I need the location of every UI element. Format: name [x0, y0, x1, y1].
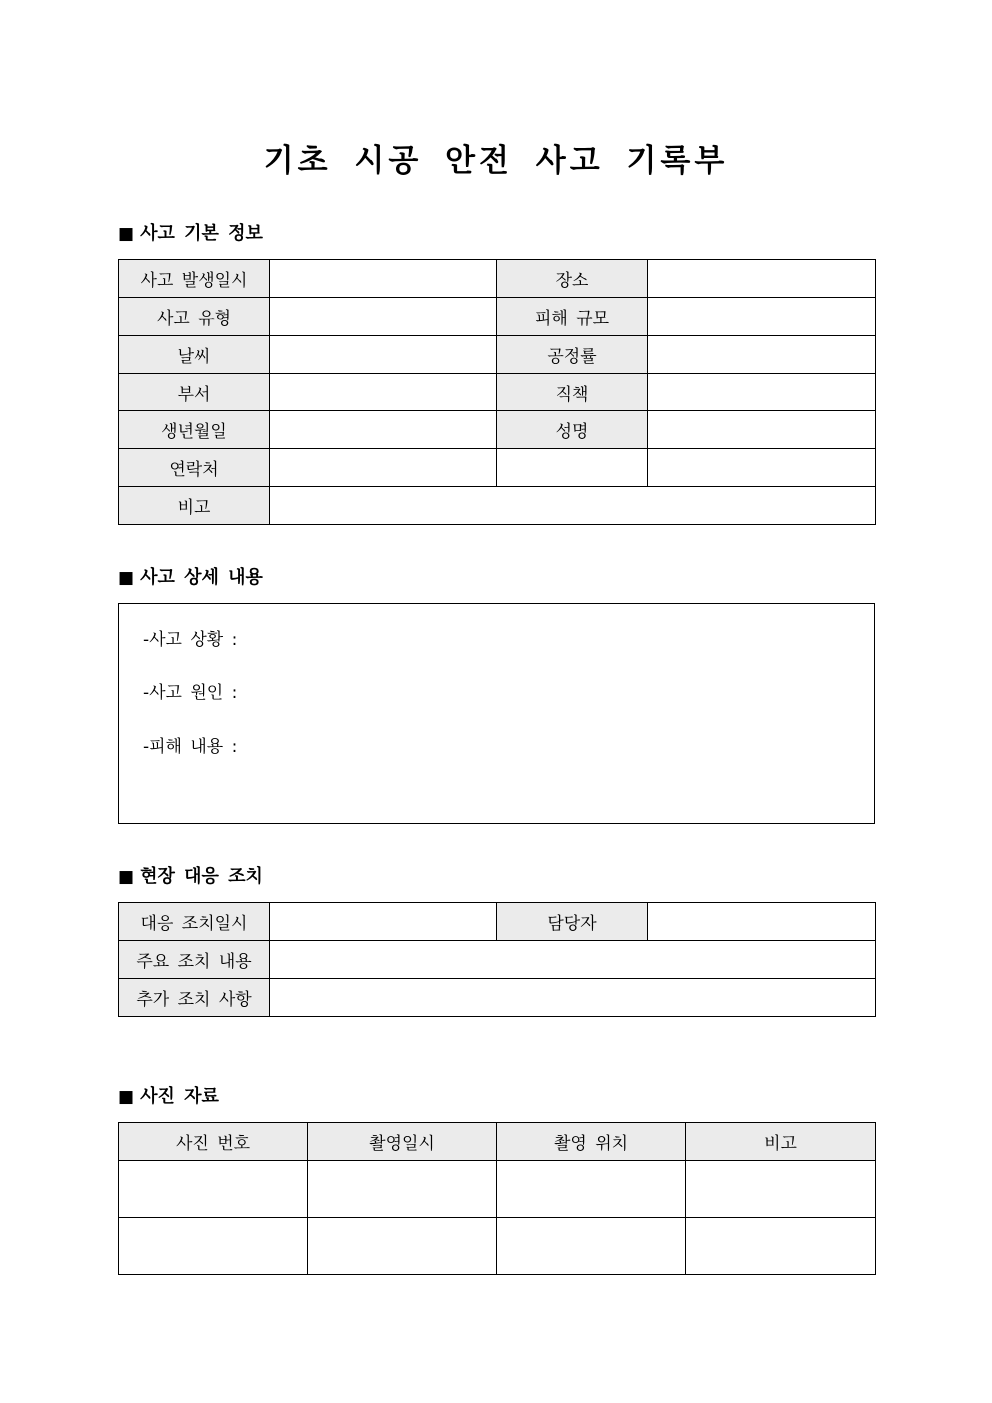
section-heading-site-response: [118, 865, 263, 889]
section-heading-accident-detail: [118, 566, 263, 590]
column-header: 사진 번호: [119, 1123, 308, 1161]
label-cell: 추가 조치 사항: [119, 979, 270, 1017]
value-field[interactable]: [648, 336, 876, 374]
basic-info-table: [118, 259, 876, 525]
table-row: [119, 941, 876, 979]
label-cell: 사고 발생일시: [119, 260, 270, 298]
section-heading-basic-info: [118, 222, 263, 246]
value-field[interactable]: [648, 449, 876, 487]
label-cell: 주요 조치 내용: [119, 941, 270, 979]
table-row: [119, 298, 876, 336]
accident-detail-box[interactable]: [118, 603, 875, 824]
table-row: [119, 336, 876, 374]
table-row: [119, 1218, 876, 1275]
value-field[interactable]: [270, 979, 876, 1017]
value-field[interactable]: [648, 903, 876, 941]
label-cell: 장소: [497, 260, 648, 298]
detail-line-cause: -사고 원인 :: [143, 683, 238, 703]
label-cell: 대응 조치일시: [119, 903, 270, 941]
value-field[interactable]: [686, 1161, 876, 1218]
value-field[interactable]: [497, 1218, 686, 1275]
value-field[interactable]: [270, 487, 876, 525]
value-field[interactable]: [270, 449, 497, 487]
label-cell: 담당자: [497, 903, 648, 941]
table-row: [119, 1161, 876, 1218]
label-cell: 피해 규모: [497, 298, 648, 336]
square-bullet-icon: ■: [118, 1087, 135, 1107]
table-row: [119, 903, 876, 941]
square-bullet-icon: ■: [118, 224, 135, 244]
response-table: [118, 902, 876, 1017]
value-field[interactable]: [308, 1218, 497, 1275]
column-header: 비고: [686, 1123, 876, 1161]
value-field[interactable]: [648, 411, 876, 449]
value-field[interactable]: [686, 1218, 876, 1275]
value-field[interactable]: [648, 260, 876, 298]
table-row: [119, 374, 876, 411]
table-row: [119, 260, 876, 298]
detail-line-situation: -사고 상황 :: [143, 630, 238, 650]
label-cell: 연락처: [119, 449, 270, 487]
photo-table: [118, 1122, 876, 1275]
value-field[interactable]: [119, 1218, 308, 1275]
table-header-row: [119, 1123, 876, 1161]
value-field[interactable]: [119, 1161, 308, 1218]
column-header: 촬영 위치: [497, 1123, 686, 1161]
value-field[interactable]: [270, 260, 497, 298]
table-row: [119, 979, 876, 1017]
section-title: 사고 기본 정보: [140, 223, 263, 244]
value-field[interactable]: [497, 449, 648, 487]
value-field[interactable]: [648, 374, 876, 411]
table-row: [119, 449, 876, 487]
value-field[interactable]: [270, 298, 497, 336]
section-title: 현장 대응 조치: [140, 866, 263, 887]
value-field[interactable]: [497, 1161, 686, 1218]
table-row: [119, 487, 876, 525]
detail-line-damage: -피해 내용 :: [143, 737, 238, 757]
label-cell: 날씨: [119, 336, 270, 374]
section-title: 사진 자료: [140, 1086, 219, 1107]
label-cell: 부서: [119, 374, 270, 411]
value-field[interactable]: [270, 903, 497, 941]
value-field[interactable]: [270, 941, 876, 979]
label-cell: 성명: [497, 411, 648, 449]
table-row: [119, 411, 876, 449]
label-cell: 생년월일: [119, 411, 270, 449]
label-cell: 직책: [497, 374, 648, 411]
value-field[interactable]: [308, 1161, 497, 1218]
section-title: 사고 상세 내용: [140, 567, 263, 588]
value-field[interactable]: [270, 336, 497, 374]
value-field[interactable]: [270, 374, 497, 411]
value-field[interactable]: [648, 298, 876, 336]
label-cell: 공정률: [497, 336, 648, 374]
square-bullet-icon: ■: [118, 568, 135, 588]
square-bullet-icon: ■: [118, 867, 135, 887]
section-heading-photos: [118, 1085, 219, 1109]
label-cell: 비고: [119, 487, 270, 525]
document-title: 기초 시공 안전 사고 기록부: [263, 143, 729, 179]
value-field[interactable]: [270, 411, 497, 449]
column-header: 촬영일시: [308, 1123, 497, 1161]
label-cell: 사고 유형: [119, 298, 270, 336]
